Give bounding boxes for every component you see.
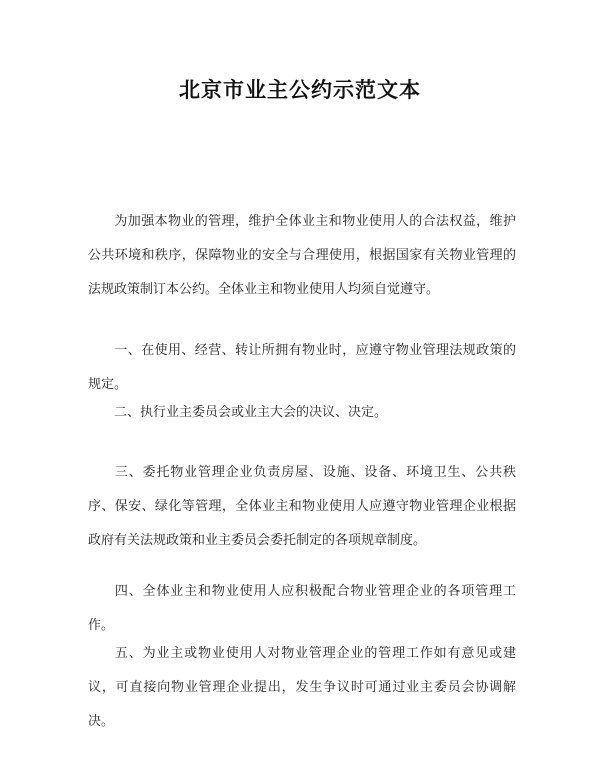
clause-paragraph-2 [88,396,516,430]
clause-text-1: 一、在使用、经营、转让所拥有物业时，应遵守物业管理法规政策的规定。 [88,343,516,392]
clause-paragraph-4 [88,575,516,643]
clause-text-5: 五、为业主或物业使用人对物业管理企业的管理工作如有意见或建议，可直接向物业管理企业提出，发生争议时可通过业主委员会协调解决。 [88,646,516,729]
clause-paragraph-5 [88,637,516,739]
clause-paragraph-3 [88,456,516,558]
clause-text-4: 四、全体业主和物业使用人应积极配合物业管理企业的各项管理工作。 [88,584,516,633]
clause-text-3: 三、委托物业管理企业负责房屋、设施、设备、环境卫生、公共秩序、保安、绿化等管理，全体业主和物业使用人应遵守物业管理企业根据政府有关法规政策和业主委员会委托制定的各项规章制度。 [88,465,516,548]
document-title: 北京市业主公约示范文本 [179,78,421,102]
clause-paragraph-1 [88,334,516,402]
clause-text-2: 二、执行业主委员会或业主大会的决议、决定。 [114,405,388,420]
intro-text: 为加强本物业的管理，维护全体业主和物业使用人的合法权益，维护公共环境和秩序，保障物业的安全与合理使用，根据国家有关物业管理的法规政策制订本公约。全体业主和物业使用人均须自觉遵守。 [88,214,516,297]
intro-paragraph [88,205,516,307]
